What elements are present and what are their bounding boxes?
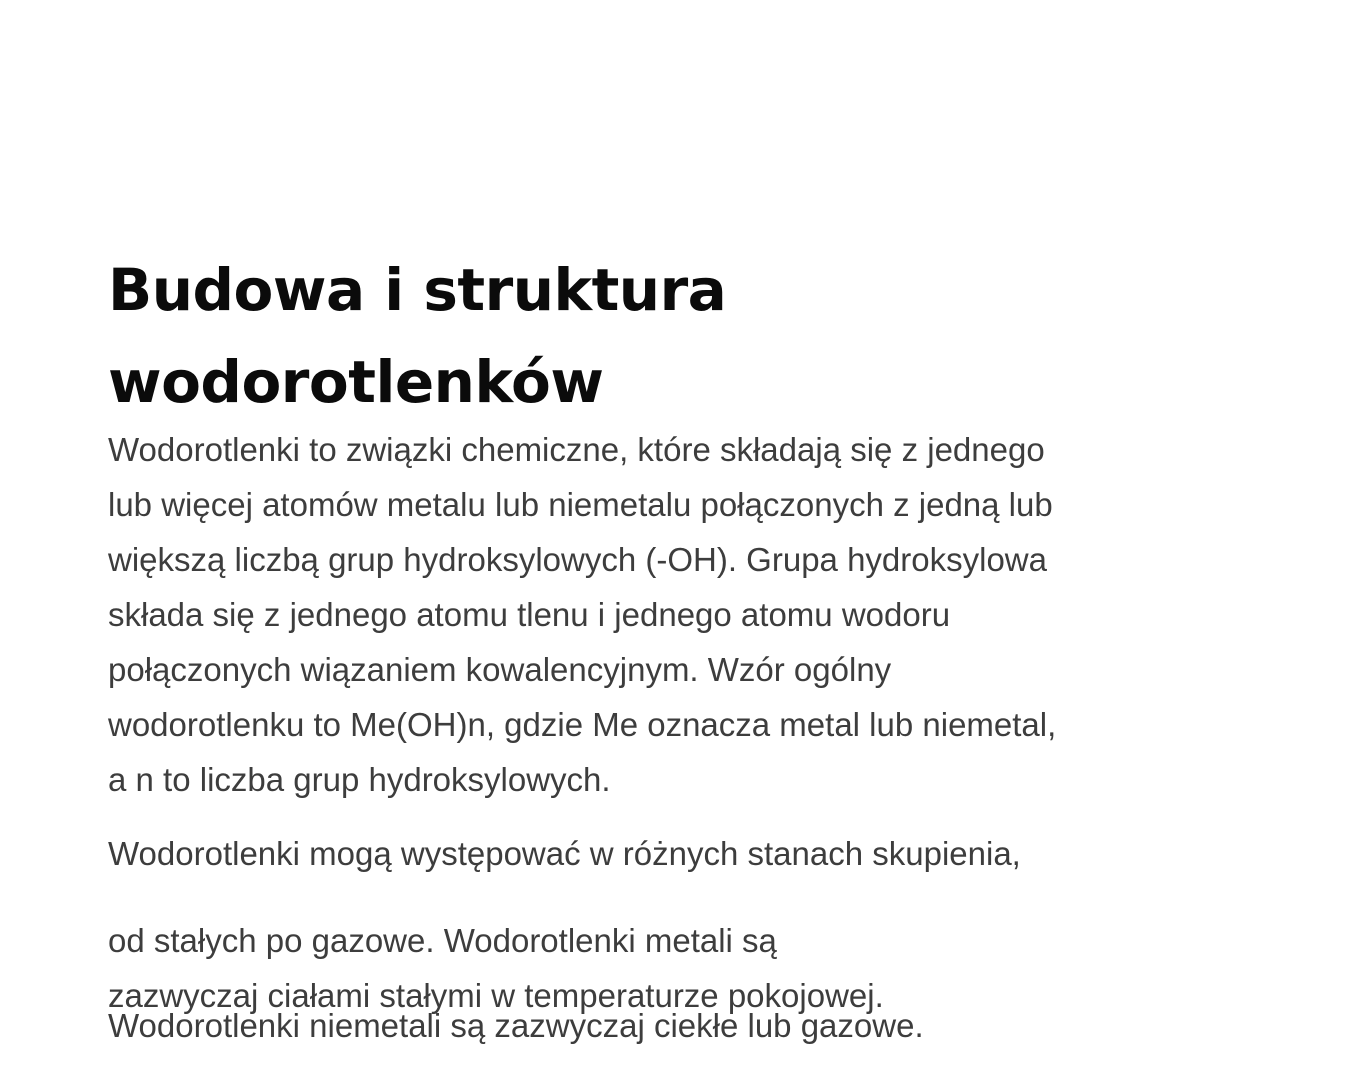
title-line: Budowa i struktura (108, 256, 727, 324)
page-title (108, 244, 1008, 428)
paragraph-line: Wodorotlenki niemetali są zazwyczaj ciekłe lub gazowe. (108, 1007, 924, 1044)
paragraph-line: lub więcej atomów metalu lub niemetalu połączonych z jedną lub (108, 486, 1053, 523)
body-paragraph (108, 826, 1228, 881)
body-paragraph (108, 422, 1228, 807)
title-line: wodorotlenków (108, 348, 604, 416)
paragraph-line: Wodorotlenki mogą występować w różnych stanach skupienia, (108, 835, 1021, 872)
paragraph-line: od stałych po gazowe. Wodorotlenki metali są (108, 922, 777, 959)
paragraph-line: większą liczbą grup hydroksylowych (-OH). Grupa hydroksylowa (108, 541, 1047, 578)
paragraph-line: a n to liczba grup hydroksylowych. (108, 761, 611, 798)
paragraph-line: Wodorotlenki to związki chemiczne, które składają się z jednego (108, 431, 1045, 468)
paragraph-line: składa się z jednego atomu tlenu i jednego atomu wodoru (108, 596, 951, 633)
paragraph-line: wodorotlenku to Me(OH)n, gdzie Me oznacza metal lub niemetal, (108, 706, 1057, 743)
paragraph-line: połączonych wiązaniem kowalencyjnym. Wzór ogólny (108, 651, 892, 688)
paragraph-line: zazwyczaj ciałami stałymi w temperaturze pokojowej. (108, 977, 884, 1014)
body-paragraph (108, 998, 1228, 1053)
